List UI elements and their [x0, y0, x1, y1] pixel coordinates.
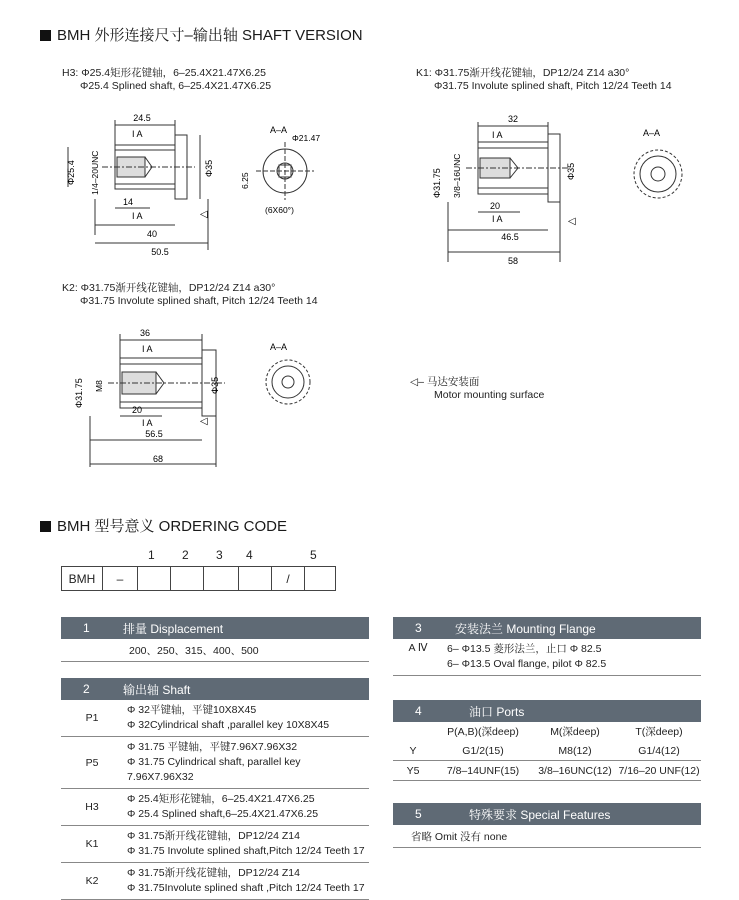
k2-dim-20: 20 [132, 405, 143, 415]
table-row: P5 Φ 31.75 平键轴，平键7.96X7.96X32 Φ 31.75 Cylindrical shaft, parallel key 7.96X7.96X32 [61, 737, 369, 789]
k2-dim-56-5: 56.5 [145, 429, 163, 439]
shaft-section-title: BMH 外形连接尺寸–输出轴 SHAFT VERSION [40, 24, 363, 45]
k2-section-mark-bottom: I A [142, 418, 153, 428]
k1-dim-dia35: Φ35 [566, 162, 576, 180]
h3-section-dia: Φ21.47 [292, 133, 321, 143]
position-1: 1 [148, 548, 155, 562]
k2-section-title: A–A [270, 342, 288, 352]
k1-section-mark-bottom: I A [492, 214, 503, 224]
ordering-code-box [61, 566, 336, 591]
k1-dim-58: 58 [507, 256, 519, 266]
h3-dim-total: 50.5 [151, 247, 169, 257]
position-3: 3 [216, 548, 223, 562]
k1-section-mark-top: I A [492, 130, 503, 140]
table-row: Y5 7/8–14UNF(15) 3/8–16UNC(12) 7/16–20 UNF(12) [393, 761, 701, 781]
k2-dim-36: 36 [139, 328, 151, 338]
h3-dim-40: 40 [146, 229, 158, 239]
code-slot-1 [138, 567, 171, 590]
k2-thread-label: M8 [94, 380, 104, 392]
table-special-features [393, 803, 701, 848]
code-slot-2 [171, 567, 204, 590]
table-mounting-flange [393, 617, 701, 676]
table-header: 1 排量 Displacement [61, 617, 369, 639]
code-slash: / [272, 567, 305, 590]
k1-dim-dia-left: Φ31.75 [432, 168, 442, 198]
ports-header-row: P(A,B)(深deep) M(深deep) T(深deep) [447, 726, 683, 738]
code-prefix: BMH [62, 567, 103, 590]
k2-mount-triangle-icon: ◁ [200, 416, 208, 427]
h3-mount-triangle-icon: ◁ [200, 209, 208, 220]
h3-section-width: 6.25 [240, 172, 250, 189]
k1-gear-section [634, 150, 682, 198]
code-slot-4 [239, 567, 272, 590]
table-row: H3 Φ 25.4矩形花键轴，6–25.4X21.47X6.25 Φ 25.4 Splined shaft,6–25.4X21.47X6.25 [61, 789, 369, 826]
k1-dim-46-5: 46.5 [501, 232, 519, 242]
square-bullet-icon [40, 521, 51, 532]
k2-dim-dia35: Φ35 [210, 376, 220, 394]
k1-dim-32: 32 [507, 114, 519, 124]
h3-thread-label: 1/4–20UNC [90, 150, 100, 195]
k1-dim-20: 20 [490, 201, 501, 211]
code-dash: – [103, 567, 138, 590]
k1-thread-label: 3/8–16UNC [452, 153, 462, 198]
table-row [61, 639, 369, 662]
table-row: A Ⅳ 6– Φ13.5 菱形法兰，止口 Φ 82.5 6– Φ13.5 Oval flange, pilot Φ 82.5 [393, 639, 701, 676]
table-displacement [61, 617, 369, 662]
position-2: 2 [182, 548, 189, 562]
k2-dim-68: 68 [152, 454, 164, 464]
h3-caption: H3: Φ25.4矩形花键轴，6–25.4X21.47X6.25 Φ25.4 Splined shaft, 6–25.4X21.47X6.25 [62, 67, 272, 92]
k1-caption: K1: Φ31.75渐开线花键轴，DP12/24 Z14 a30° Φ31.75 Involute splined shaft, Pitch 12/24 Teeth 14 [416, 67, 672, 92]
displacement-values: 200、250、315、400、500 [129, 644, 259, 657]
h3-dim-length-spline: 24.5 [133, 113, 151, 123]
code-slot-3 [204, 567, 239, 590]
k2-caption: K2: Φ31.75渐开线花键轴，DP12/24 Z14 a30° Φ31.75 Involute splined shaft, Pitch 12/24 Teeth 14 [62, 282, 318, 307]
table-row: K1 Φ 31.75渐开线花键轴，DP12/24 Z14 Φ 31.75 Involute splined shaft,Pitch 12/24 Teeth 17 [61, 826, 369, 863]
table-row: K2 Φ 31.75渐开线花键轴，DP12/24 Z14 Φ 31.75Involute splined shaft ,Pitch 12/24 Teeth 17 [61, 863, 369, 900]
table-shaft [61, 678, 369, 900]
table-header: 4 油口 Ports [393, 700, 701, 722]
ordering-position-numbers [148, 548, 328, 564]
h3-section-mark-top: I A [132, 129, 143, 139]
position-5: 5 [310, 548, 317, 562]
h3-dim-dia-left: Φ25.4 [66, 160, 76, 185]
table-ports [393, 700, 701, 781]
h3-dim-thread-depth: 14 [122, 197, 134, 207]
mount-note: ◁– 马达安装面 Motor mounting surface [410, 376, 545, 401]
table-row: P1 Φ 32平键轴，平键10X8X45 Φ 32Cylindrical shaft ,parallel key 10X8X45 [61, 700, 369, 737]
k1-section-title: A–A [643, 128, 661, 138]
table-header: 2 输出轴 Shaft [61, 678, 369, 700]
code-slot-5 [305, 567, 335, 590]
table-row: Y G1/2(15) M8(12) G1/4(12) [393, 741, 701, 761]
table-header: 5 特殊要求 Special Features [393, 803, 701, 825]
k2-section-mark-top: I A [142, 344, 153, 354]
square-bullet-icon [40, 30, 51, 41]
h3-section-title: A–A [270, 125, 288, 135]
k2-dim-dia-left: Φ31.75 [74, 378, 84, 408]
table-row: 省略 Omit 没有 none [393, 825, 701, 848]
h3-spline-count: (6X60°) [265, 205, 294, 215]
k2-gear-section [266, 360, 310, 404]
table-header: 3 安装法兰 Mounting Flange [393, 617, 701, 639]
ordering-section-title: BMH 型号意义 ORDERING CODE [40, 515, 287, 536]
h3-dim-dia35: Φ35 [204, 159, 214, 177]
k1-mount-triangle-icon: ◁ [568, 216, 576, 227]
k2-shaft-drawing [70, 322, 360, 472]
k1-shaft-drawing [428, 112, 718, 267]
h3-shaft-drawing [60, 105, 350, 265]
h3-section-mark-bottom: I A [132, 211, 143, 221]
position-4: 4 [246, 548, 253, 562]
